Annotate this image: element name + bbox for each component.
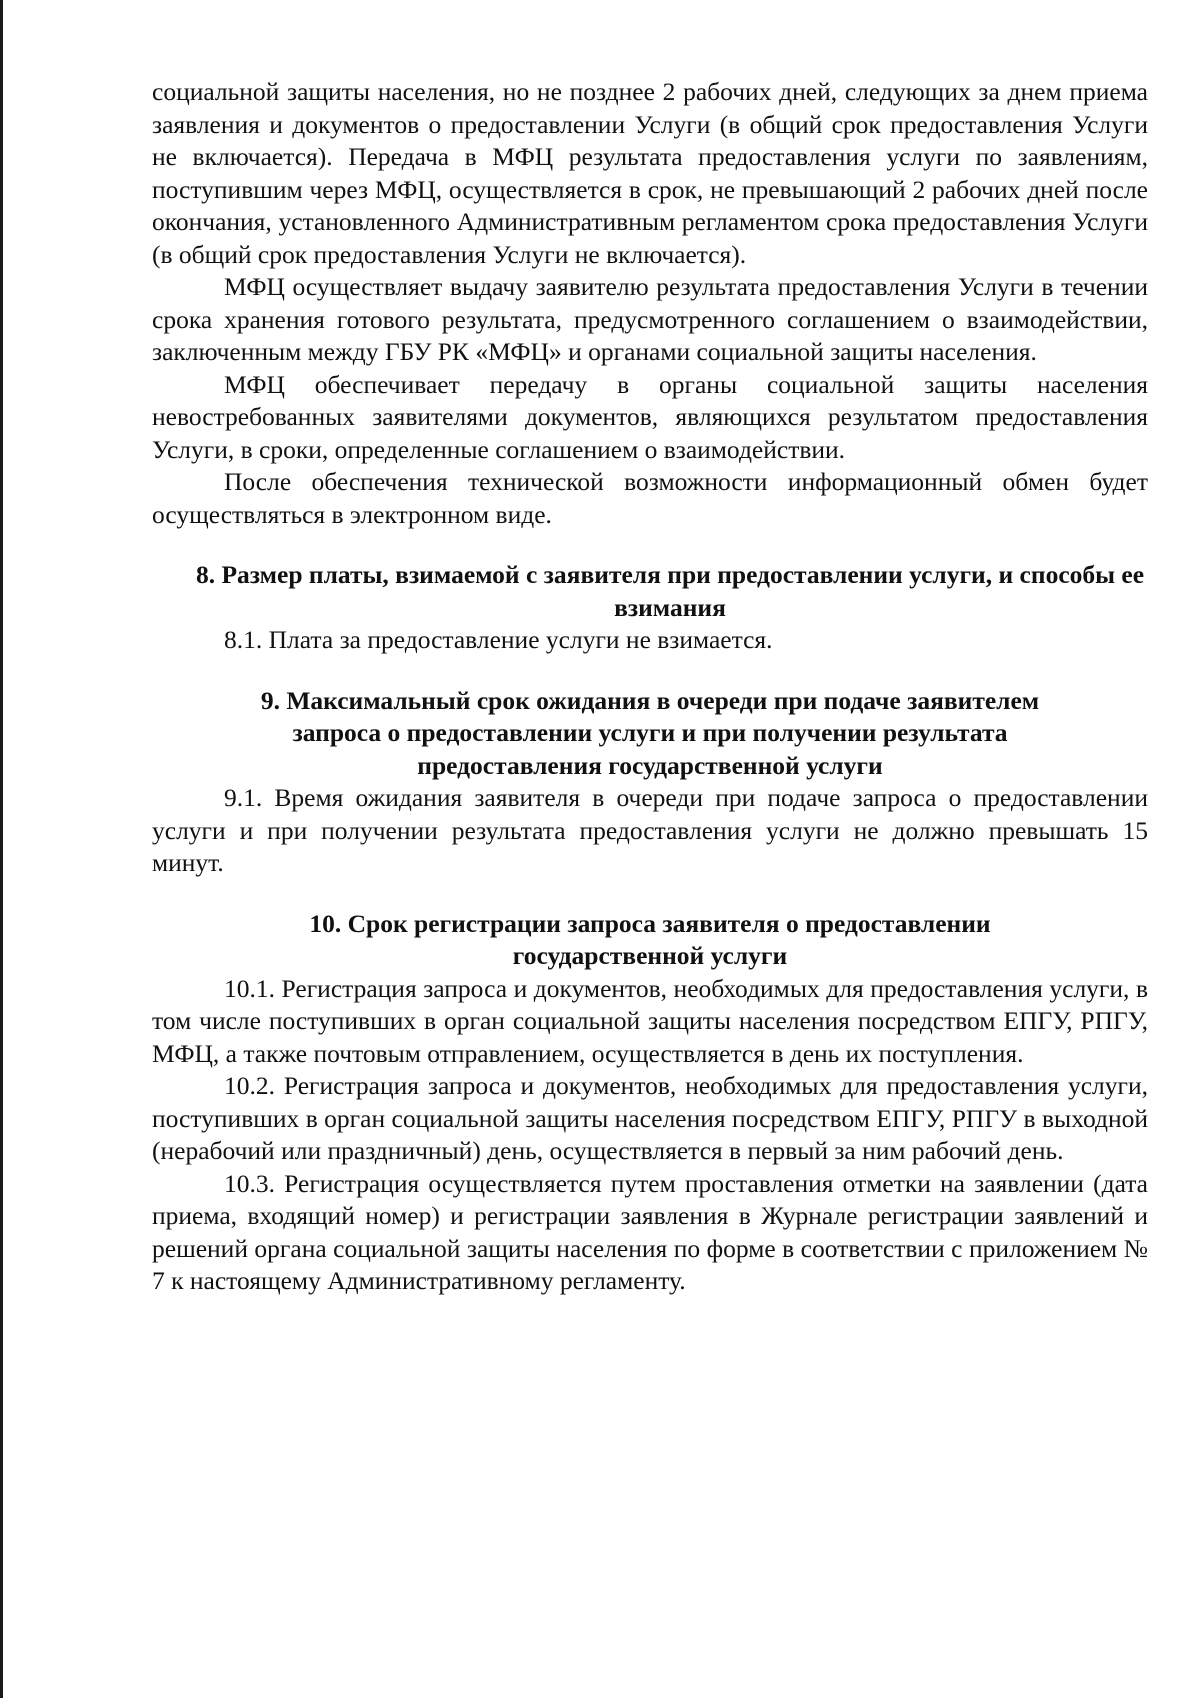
paragraph-8-1: 8.1. Плата за предоставление услуги не взимается. [224,625,773,654]
paragraph-9-1: 9.1. Время ожидания заявителя в очереди при подаче запроса о предоставлении услуги и при получении результата предоставления услуги не должно превышать 15 минут. [152,783,1148,877]
scan-edge-line [0,0,3,1698]
section-8 [152,559,1148,657]
intro-paragraph-2: МФЦ осуществляет выдачу заявителю результата предоставления Услуги в течении срока хранения готового результата, предусмотренного соглашением о взаимодействии, заключенным между ГБУ РК «МФЦ» и органами социальной защиты населения. [152,272,1148,366]
section-10 [152,908,1148,1298]
document-page [152,76,1148,1298]
section-9 [152,685,1148,880]
paragraph-10-2: 10.2. Регистрация запроса и документов, необходимых для предоставления услуги, поступивших в орган социальной защиты населения посредством ЕПГУ, РПГУ в выходной (нерабочий или праздничный) день, осуществляется в первый за ним рабочий день. [152,1071,1148,1165]
intro-paragraph-4: После обеспечения технической возможности информационный обмен будет осуществляться в электронном виде. [152,467,1148,529]
paragraph-10-3: 10.3. Регистрация осуществляется путем проставления отметки на заявлении (дата приема, входящий номер) и регистрации заявления в Журнале регистрации заявлений и решений органа социальной защиты населения по форме в соответствии с приложением № 7 к настоящему Административному регламенту. [152,1168,1148,1295]
intro-paragraph-1: социальной защиты населения, но не позднее 2 рабочих дней, следующих за днем приема заявления и документов о предоставлении Услуги (в общий срок предоставления Услуги не включается). Передача в МФЦ результата предоставления услуги по заявлениям, поступившим через МФЦ, осуществляется в срок, не превышающий 2 рабочих дней после окончания, установленного Административным регламентом срока предоставления Услуги (в общий срок предоставления Услуги не включается). [152,77,1148,269]
section-9-title: 9. Максимальный срок ожидания в очереди при подаче заявителем запроса о предоставлении услуги и при получении результата предоставления государственной услуги [260,685,1040,780]
intro-block [152,76,1148,531]
paragraph-10-1: 10.1. Регистрация запроса и документов, необходимых для предоставления услуги, в том числе поступивших в орган социальной защиты населения посредством ЕПГУ, РПГУ, МФЦ, а также почтовым отправлением, осуществляется в день их поступления. [152,973,1148,1068]
section-8-title: 8. Размер платы, взимаемой с заявителя при предоставлении услуги, и способы ее взимания [195,560,1145,622]
intro-paragraph-3: МФЦ обеспечивает передачу в органы социальной защиты населения невостребованных заявителями документов, являющихся результатом предоставления Услуги, в сроки, определенные соглашением о взаимодействии. [152,369,1148,464]
section-10-title: 10. Срок регистрации запроса заявителя о предоставлении государственной услуги [309,908,991,970]
